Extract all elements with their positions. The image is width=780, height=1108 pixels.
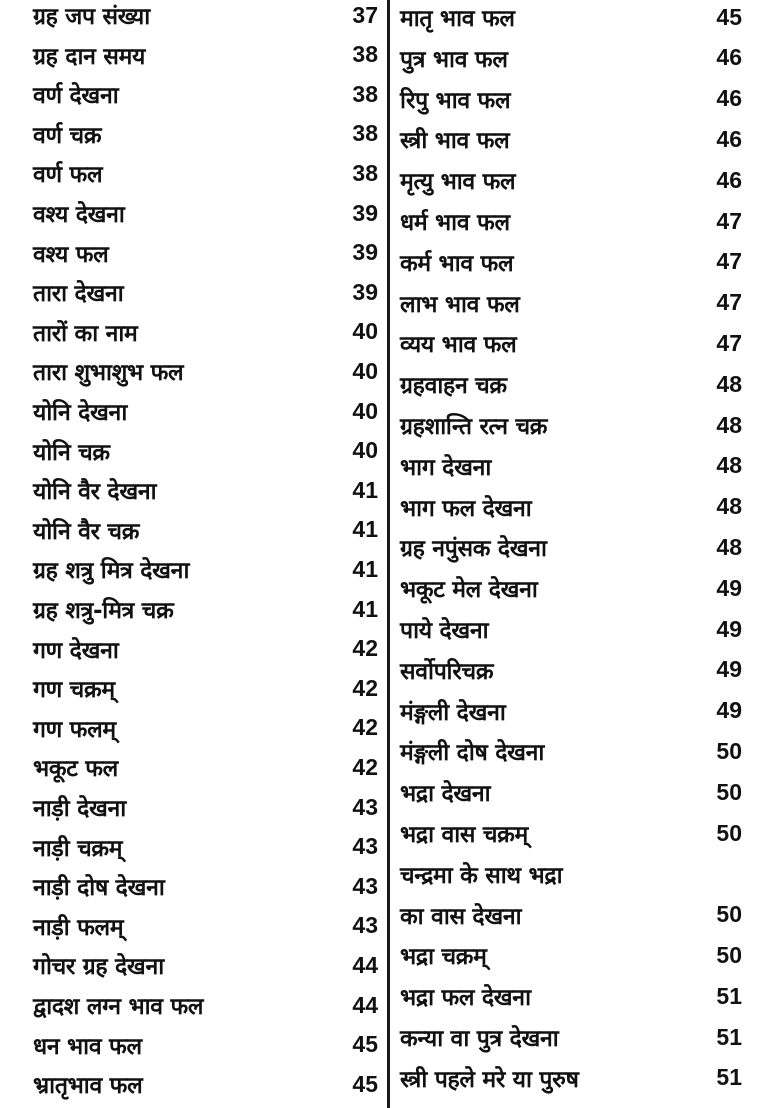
toc-entry	[33, 272, 378, 312]
toc-entry	[400, 364, 742, 404]
toc-entry-title: तारों का नाम	[33, 320, 138, 347]
toc-entry-title: भाग फल देखना	[400, 495, 532, 522]
toc-entry-title: तारा देखना	[33, 281, 124, 308]
toc-entry-title: ग्रह जप संख्या	[33, 4, 150, 30]
toc-entry	[33, 233, 378, 273]
toc-entry-page: 48	[716, 452, 742, 479]
toc-entry	[33, 114, 378, 154]
toc-entry	[33, 827, 378, 867]
toc-entry-page: 42	[352, 635, 378, 662]
toc-entry	[33, 985, 378, 1025]
toc-entry-title: योनि वैर देखना	[33, 479, 157, 506]
toc-entry-title: पाये देखना	[400, 618, 489, 644]
toc-entry-page: 45	[352, 1031, 378, 1058]
toc-entry	[33, 708, 378, 748]
toc-entry	[400, 38, 742, 78]
toc-entry-title: कर्म भाव फल	[400, 250, 514, 277]
toc-entry-page: 51	[716, 1023, 742, 1050]
toc-entry	[400, 976, 742, 1016]
toc-entry-page: 44	[352, 991, 378, 1018]
toc-entry-title: ग्रहवाहन चक्र	[400, 373, 507, 400]
toc-entry-title: कन्या वा पुत्र देखना	[400, 1026, 559, 1052]
toc-entry	[400, 731, 742, 771]
toc-entry-title: नाड़ी दोष देखना	[33, 875, 165, 902]
toc-entry-page: 47	[716, 207, 742, 234]
toc-entry-title: चन्द्रमा के साथ भद्रा	[400, 862, 563, 889]
toc-entry-title: का वास देखना	[400, 903, 522, 930]
toc-entry	[400, 1017, 742, 1057]
toc-entry-title: ग्रह दान समय	[33, 43, 146, 70]
toc-entry-page: 50	[716, 737, 742, 764]
toc-entry-page: 38	[352, 41, 378, 68]
toc-entry-page: 41	[352, 555, 378, 582]
toc-entry	[400, 79, 742, 119]
toc-entry-title: धन भाव फल	[33, 1033, 142, 1060]
toc-entry-title: स्त्री भाव फल	[400, 128, 510, 155]
toc-entry	[400, 323, 742, 363]
toc-entry	[33, 510, 378, 550]
toc-entry	[33, 74, 378, 114]
toc-entry-page: 49	[716, 656, 742, 683]
toc-entry-page: 40	[352, 397, 378, 424]
toc-entry	[400, 609, 742, 649]
toc-entry	[33, 589, 378, 629]
toc-entry-page: 48	[716, 493, 742, 520]
toc-entry-page: 49	[716, 697, 742, 724]
toc-entry	[33, 193, 378, 233]
toc-entry-page: 38	[352, 80, 378, 107]
toc-entry	[400, 119, 742, 159]
toc-entry-title: गण चक्रम्	[33, 677, 115, 704]
toc-entry	[400, 650, 742, 690]
toc-entry-page: 46	[716, 125, 742, 152]
toc-entry-title: भद्रा चक्रम्	[400, 944, 487, 971]
toc-entry-title: सर्वोपरिचक्र	[400, 658, 494, 685]
toc-entry-page: 39	[352, 199, 378, 226]
toc-entry-page: 49	[716, 615, 742, 642]
toc-entry-title: भकूट फल	[33, 756, 118, 783]
toc-entry-page: 51	[716, 982, 742, 1009]
toc-entry	[400, 201, 742, 241]
toc-entry-title: स्त्री पहले मरे या पुरुष	[400, 1066, 579, 1093]
toc-entry-page: 50	[716, 901, 742, 928]
toc-entry	[33, 35, 378, 75]
toc-entry-title: धर्म भाव फल	[400, 210, 510, 236]
toc-entry	[400, 568, 742, 608]
toc-entry	[33, 1025, 378, 1065]
toc-entry-page: 40	[352, 318, 378, 345]
toc-entry-title: वर्ण फल	[33, 162, 103, 189]
toc-entry-title: ग्रह शत्रु-मित्र चक्र	[33, 598, 174, 624]
toc-entry-page: 37	[352, 1, 378, 28]
toc-entry-title: नाड़ी फलम्	[33, 914, 124, 941]
toc-entry-title: ग्रह शत्रु मित्र देखना	[33, 558, 190, 585]
toc-entry	[33, 470, 378, 510]
toc-entry-page: 43	[352, 872, 378, 899]
toc-entry-title: तारा शुभाशुभ फल	[33, 360, 184, 387]
toc-entry-page: 42	[352, 753, 378, 780]
toc-entry-page: 40	[352, 437, 378, 464]
toc-entry-page: 41	[352, 476, 378, 503]
toc-entry-title: वर्ण चक्र	[33, 122, 102, 149]
toc-entry-title: मंङ्गली देखना	[400, 699, 506, 726]
toc-entry	[33, 549, 378, 589]
toc-entry-page: 41	[352, 516, 378, 543]
toc-entry	[400, 160, 742, 200]
toc-entry-page: 38	[352, 120, 378, 147]
toc-entry	[33, 747, 378, 787]
toc-entry	[400, 446, 742, 486]
toc-entry	[400, 895, 742, 935]
toc-entry-title: वर्ण देखना	[33, 83, 119, 110]
toc-entry-title: ग्रहशान्ति रत्न चक्र	[400, 414, 548, 440]
toc-entry-page: 38	[352, 159, 378, 186]
toc-entry-title: गोचर ग्रह देखना	[33, 954, 164, 981]
toc-entry-title: योनि वैर चक्र	[33, 518, 140, 545]
toc-entry-title: मृत्यु भाव फल	[400, 169, 516, 196]
toc-entry-title: भकूट मेल देखना	[400, 577, 538, 604]
toc-entry-title: नाड़ी देखना	[33, 796, 126, 822]
toc-entry	[400, 242, 742, 282]
toc-entry-page: 48	[716, 411, 742, 438]
toc-entry-page: 50	[716, 819, 742, 846]
toc-entry	[33, 1064, 378, 1104]
toc-entry-page: 41	[352, 595, 378, 622]
toc-entry-title: गण फलम्	[33, 716, 116, 743]
toc-entry	[400, 813, 742, 853]
toc-entry	[400, 854, 742, 894]
toc-entry-page: 48	[716, 370, 742, 397]
toc-entry-page: 47	[716, 329, 742, 356]
toc-entry-page: 51	[716, 1064, 742, 1091]
toc-entry-page: 42	[352, 674, 378, 701]
toc-entry-title: भद्रा फल देखना	[400, 985, 531, 1012]
toc-entry	[33, 351, 378, 391]
toc-entry-title: गण देखना	[33, 637, 119, 664]
toc-entry-title: ग्रह नपुंसक देखना	[400, 536, 547, 563]
toc-entry-title: मातृ भाव फल	[400, 6, 515, 32]
toc-entry	[400, 487, 742, 527]
toc-entry-title: योनि देखना	[33, 400, 127, 426]
toc-entry-title: भद्रा वास चक्रम्	[400, 822, 528, 848]
toc-entry-title: नाड़ी चक्रम्	[33, 835, 123, 862]
toc-entry-title: रिपु भाव फल	[400, 87, 511, 114]
toc-entry	[33, 312, 378, 352]
toc-entry-title: भाग देखना	[400, 454, 492, 481]
toc-entry	[400, 772, 742, 812]
toc-entry-page: 46	[716, 85, 742, 112]
toc-entry-title: वश्य फल	[33, 241, 109, 268]
toc-entry	[400, 405, 742, 445]
toc-entry-page: 40	[352, 357, 378, 384]
toc-entry	[33, 668, 378, 708]
toc-entry-page: 46	[716, 166, 742, 193]
toc-entry	[33, 866, 378, 906]
toc-entry	[33, 629, 378, 669]
toc-entry-page: 43	[352, 912, 378, 939]
toc-entry-page: 39	[352, 239, 378, 266]
toc-entry-page: 39	[352, 278, 378, 305]
toc-entry	[33, 787, 378, 827]
column-divider	[387, 0, 390, 1108]
toc-entry-page: 47	[716, 248, 742, 275]
toc-entry-title: वश्य देखना	[33, 202, 125, 228]
toc-entry-title: व्यय भाव फल	[400, 332, 517, 359]
toc-entry-page: 45	[352, 1070, 378, 1097]
toc-entry-title: योनि चक्र	[33, 439, 110, 466]
toc-entry-page: 46	[716, 44, 742, 71]
toc-entry	[400, 283, 742, 323]
toc-entry-title: लाभ भाव फल	[400, 291, 520, 318]
toc-entry	[400, 935, 742, 975]
toc-entry-page: 50	[716, 778, 742, 805]
toc-entry	[400, 1058, 742, 1098]
toc-entry-title: मंङ्गली दोष देखना	[400, 740, 545, 767]
toc-entry	[400, 0, 742, 37]
toc-entry-title: द्वादश लग्न भाव फल	[33, 994, 204, 1020]
toc-entry-page: 50	[716, 941, 742, 968]
toc-entry	[33, 0, 378, 35]
toc-entry	[33, 431, 378, 471]
toc-entry-title: भद्रा देखना	[400, 781, 491, 808]
toc-entry	[400, 527, 742, 567]
toc-entry-title: पुत्र भाव फल	[400, 46, 508, 73]
toc-entry-page: 48	[716, 533, 742, 560]
toc-entry-page: 42	[352, 714, 378, 741]
toc-entry	[33, 906, 378, 946]
toc-entry-page: 43	[352, 793, 378, 820]
toc-entry	[33, 945, 378, 985]
toc-entry-title: भ्रातृभाव फल	[33, 1073, 143, 1100]
toc-entry-page: 47	[716, 289, 742, 316]
toc-entry-page: 45	[716, 3, 742, 30]
toc-entry	[33, 153, 378, 193]
toc-entry	[33, 391, 378, 431]
toc-entry	[400, 691, 742, 731]
toc-entry-page: 43	[352, 833, 378, 860]
toc-entry-page: 49	[716, 574, 742, 601]
toc-entry-page: 44	[352, 951, 378, 978]
